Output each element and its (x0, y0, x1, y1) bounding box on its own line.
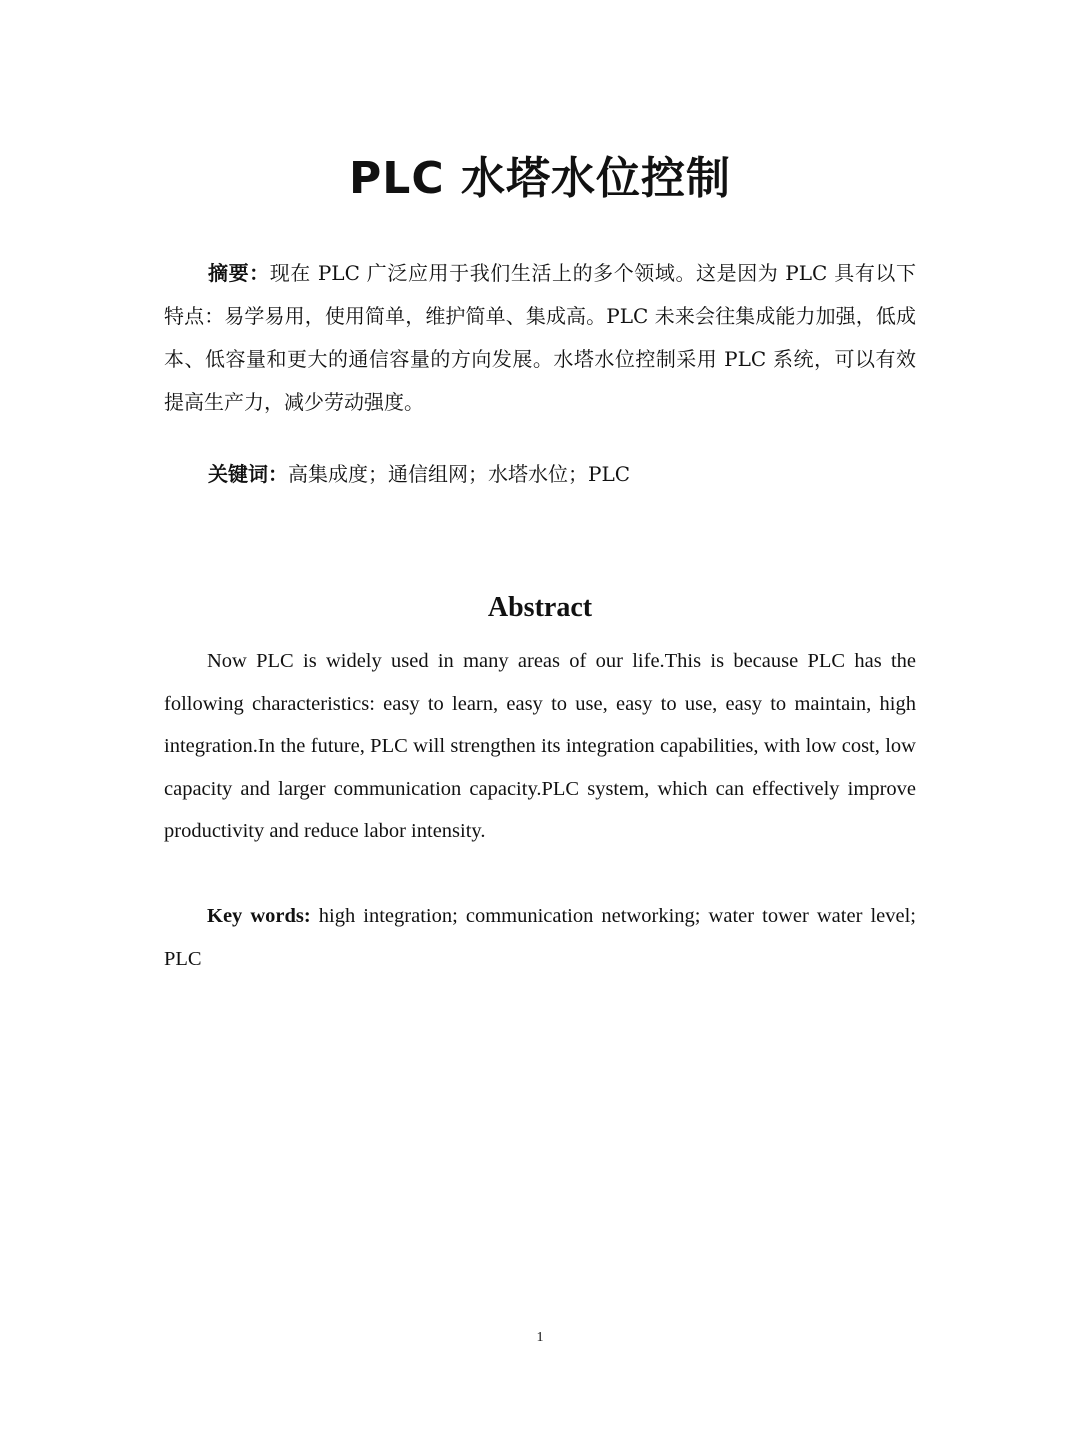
english-abstract-heading: Abstract (487, 592, 593, 623)
english-abstract-text: Now PLC is widely used in many areas of our life.This is because PLC has the following characteristics: easy to learn, easy to use, easy to use, easy to maintain, high integration.In the future, PLC will strengthen its integration capabilities, with low cost, low capacity and larger communication capacity.PLC system, which can effectively improve productivity and reduce labor intensity. (164, 650, 916, 842)
chinese-keywords-label: 关键词： (208, 462, 288, 486)
chinese-keywords-text: 高集成度；通信组网；水塔水位；PLC (288, 462, 631, 486)
chinese-abstract (164, 252, 916, 424)
english-keywords-label: Key words: (207, 905, 311, 927)
english-keywords-text: high integration; communication networking; water tower water level; PLC (164, 905, 916, 970)
chinese-abstract-text: 现在 PLC 广泛应用于我们生活上的多个领域。这是因为 PLC 具有以下特点：易学易用，使用简单，维护简单、集成高。PLC 未来会往集成能力加强，低成本、低容量和更大的通信容量的方向发展。水塔水位控制采用 PLC 系统，可以有效提高生产力，减少劳动强度。 (164, 261, 916, 414)
chinese-keywords (164, 453, 916, 496)
page-number: 1 (536, 1330, 544, 1345)
chinese-abstract-label: 摘要： (208, 261, 270, 285)
english-keywords (164, 895, 916, 980)
document-title: PLC 水塔水位控制 (349, 153, 731, 204)
